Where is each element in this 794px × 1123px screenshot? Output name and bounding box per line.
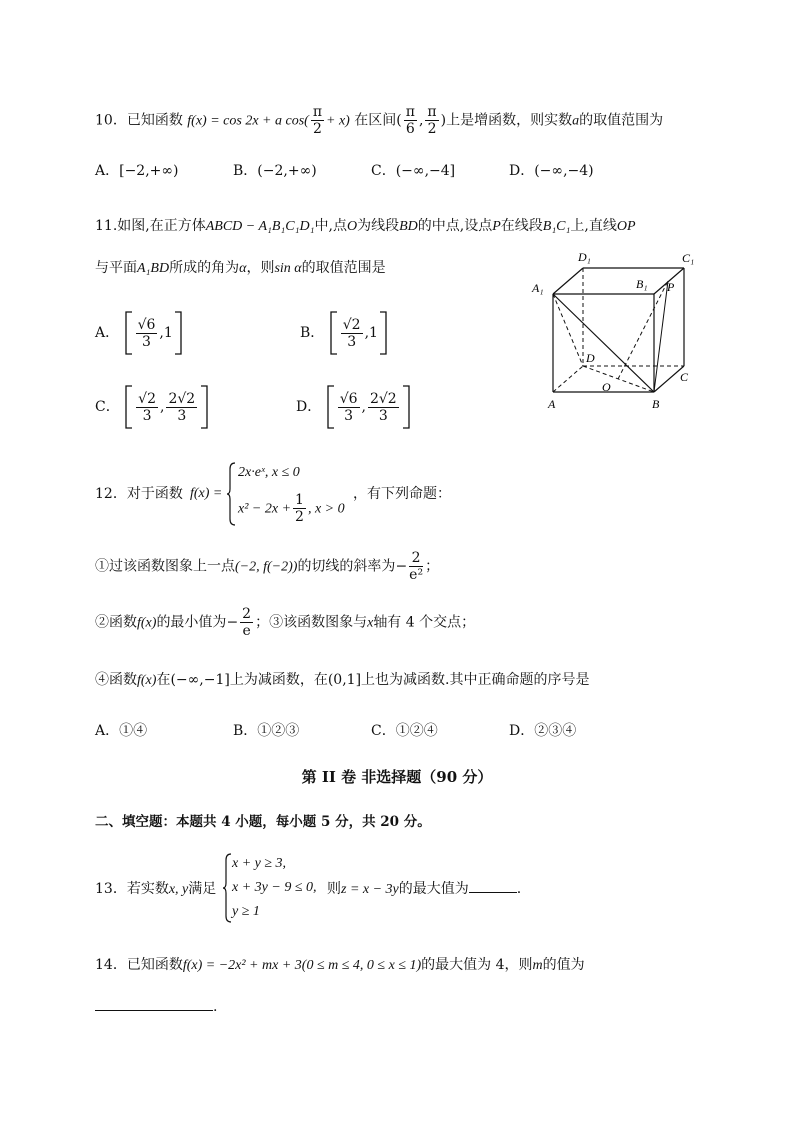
label-D1: D₁: [578, 250, 591, 264]
q10-number: 10．已知函数: [95, 112, 183, 129]
left-bracket-icon: [124, 310, 134, 356]
section-heading: 二、填空题：本题共 4 小题，每小题 5 分，共 20 分。: [95, 814, 431, 830]
q11-stem-line2: 与平面A₁BD所成的角为α，则sin α的取值范围是: [95, 260, 386, 276]
segment-A1B: [553, 294, 654, 392]
q10-option-d: D．(−∞,−4): [509, 163, 594, 179]
part2-title: 第 II 卷 非选择题（90 分）: [301, 768, 493, 786]
segment-A1D-hidden: [553, 294, 583, 366]
label-B1: B₁: [636, 277, 648, 291]
label-B: B: [652, 397, 660, 411]
q14-stem: 14．已知函数f(x) = −2x² + mx + 3(0 ≤ m ≤ 4, 0 ≤ x ≤ 1)的最大值为 4，则m的值为: [95, 957, 585, 973]
label-A: A: [548, 397, 556, 411]
q10-fraction-pi-2b: $\frac{\pi}{2}$: [427, 104, 437, 137]
label-O: O: [602, 380, 611, 394]
q10-fraction-pi-2: $\frac{\pi}{2}$: [312, 104, 323, 137]
left-bracket-icon: [326, 384, 336, 430]
q12-statement-2-3: ②函数f(x)的最小值为− $\frac{2}{e}$ ；③该函数图象与x轴有 4 个交点；: [95, 606, 476, 639]
segment-PB: [654, 281, 668, 392]
label-P: P: [667, 280, 675, 294]
right-bracket-icon: [199, 384, 209, 430]
q10-option-a: A．[−2,+∞): [95, 163, 179, 179]
label-C1: C₁: [682, 251, 695, 265]
q11-option-b: B． $\frac{√2}{3}$ ,1: [300, 310, 388, 356]
q12-option-a: A．①④: [95, 723, 148, 739]
q13-answer-blank[interactable]: [469, 880, 517, 893]
q11-stem-line1: 11.如图,在正方体ABCD − A₁B₁C₁D₁中,点O为线段BD的中点,设点P在线段B₁C₁上,直线OP: [95, 218, 636, 234]
q12-statement-4: ④函数f(x)在(−∞,−1]上为减函数，在(0,1]上也为减函数.其中正确命题的序号是: [95, 672, 590, 688]
right-bracket-icon: [401, 384, 411, 430]
q14-answer-blank[interactable]: [95, 996, 213, 1011]
q12-option-b: B．①②③: [233, 723, 300, 739]
right-bracket-icon: [378, 310, 388, 356]
left-bracket-icon: [329, 310, 339, 356]
q10-fraction-pi-6: $\frac{\pi}{6}$: [405, 104, 415, 137]
left-brace-icon: [222, 852, 232, 924]
left-brace-icon: [226, 461, 236, 527]
q11-option-a: A． $\frac{√6}{3}$ ,1: [95, 310, 183, 356]
label-D: D: [586, 351, 595, 365]
left-bracket-icon: [124, 384, 134, 430]
right-bracket-icon: [173, 310, 183, 356]
q11-option-d: D． $\frac{√6}{3}$ , $\frac{2√2}{3}$: [296, 384, 411, 430]
edge-AD-hidden: [553, 366, 583, 392]
q14-answer-line: .: [95, 996, 217, 1017]
cube-figure: [530, 248, 710, 418]
q10-function: f(x) = cos 2x + a cos(: [187, 113, 309, 129]
q12-option-d: D．②③④: [509, 723, 577, 739]
q12-statement-1: ①过该函数图象上一点(−2, f(−2))的切线的斜率为− $\frac{2}{\text{e²}}$ ；: [95, 550, 440, 583]
label-C: C: [680, 370, 689, 384]
label-A1: A₁: [532, 281, 544, 295]
q10-option-c: C．(−∞,−4]: [371, 163, 456, 179]
edge-A1D1: [553, 268, 583, 294]
q10-option-b: B．(−2,+∞): [233, 163, 317, 179]
q11-option-c: C． $\frac{√2}{3}$ , $\frac{2√2}{3}$: [95, 384, 209, 430]
q12-option-c: C．①②④: [371, 723, 438, 739]
q10-stem: 10．已知函数 f(x) = cos 2x + a cos( $\frac{\pi}{2}$ + x) 在区间( $\frac{\pi}{6}$ , $\frac{\pi}{2}$ )上是增函数，则实数a的取值范围为: [95, 104, 664, 137]
